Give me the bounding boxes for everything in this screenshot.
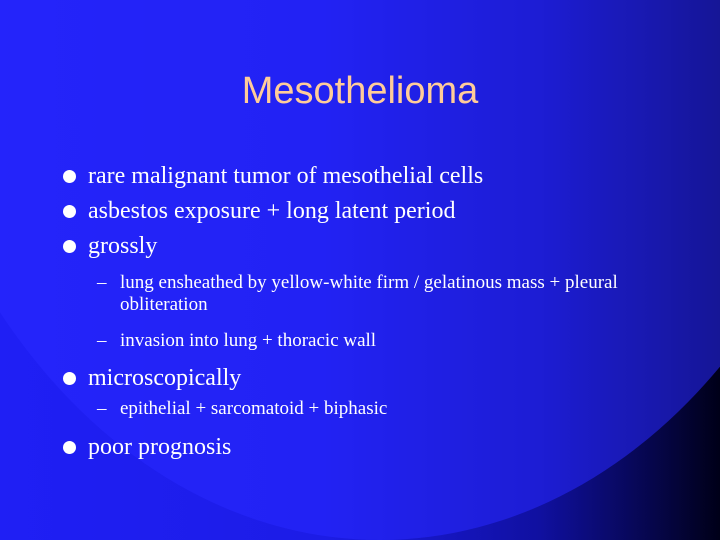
bullet-item: grossly	[88, 233, 158, 259]
bullet-item: rare malignant tumor of mesothelial cells	[88, 163, 484, 189]
sub-bullet-item: lung ensheathed by yellow-white firm / gelatinous mass + pleural obliteration	[120, 272, 618, 315]
slide-title: Mesothelioma	[241, 70, 479, 112]
bullet-dot	[63, 441, 76, 454]
bullet-dot	[63, 240, 76, 253]
dash-marker: –	[97, 398, 107, 419]
sub-bullet-item: invasion into lung + thoracic wall	[120, 330, 377, 351]
dash-marker: –	[97, 272, 107, 293]
bullet-dot	[63, 170, 76, 183]
sub-bullet-item: epithelial + sarcomatoid + biphasic	[120, 398, 388, 419]
bullet-dot	[63, 205, 76, 218]
dash-marker: –	[97, 330, 107, 351]
bullet-item: poor prognosis	[88, 434, 232, 460]
bullet-item: microscopically	[88, 365, 242, 391]
bullet-dot	[63, 372, 76, 385]
bullet-item: asbestos exposure + long latent period	[88, 198, 456, 224]
